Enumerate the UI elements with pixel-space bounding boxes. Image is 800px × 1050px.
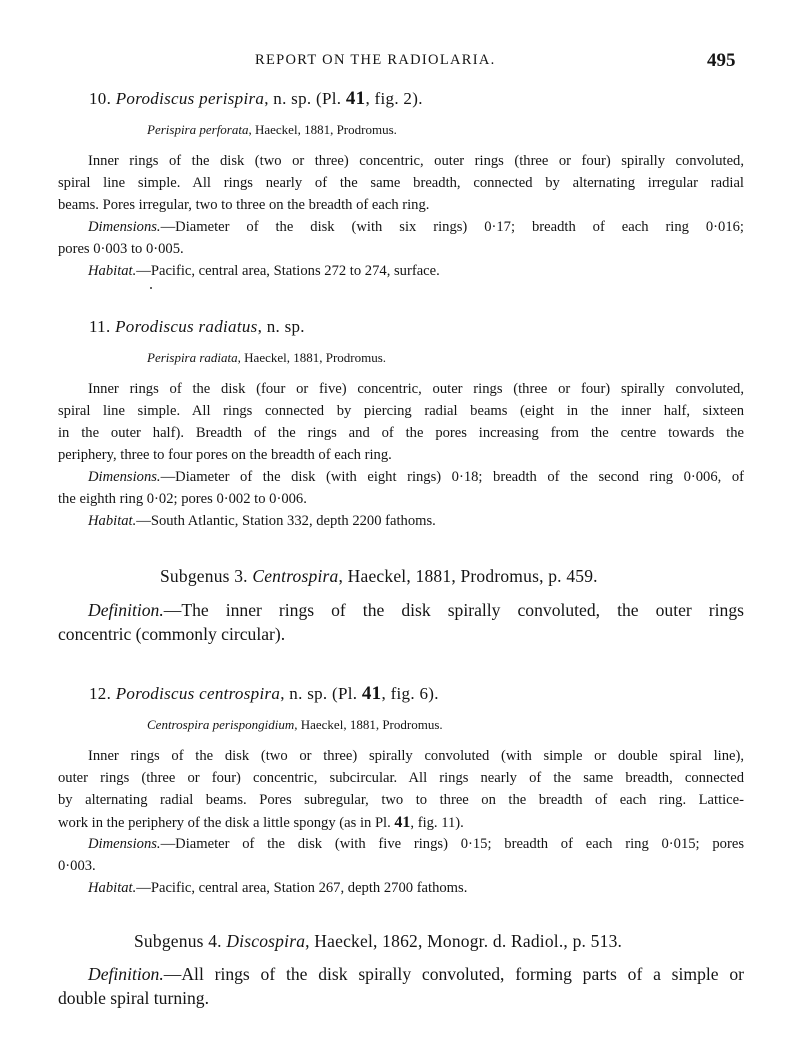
- subgenus-3-definition-line-1: Definition.—The inner rings of the disk spirally convoluted, the outer rings: [88, 600, 744, 620]
- habitat-10: Habitat.—Pacific, central area, Stations 272 to 274, surface.: [88, 263, 440, 279]
- subgenus-4-heading: Subgenus 4. Discospira, Haeckel, 1862, Monogr. d. Radiol., p. 513.: [134, 931, 623, 951]
- dimensions-10-line-1: Dimensions.—Diameter of the disk (with six rings) 0·17; breadth of each ring 0·016;: [88, 219, 744, 235]
- species-name: Porodiscus centrospira: [115, 684, 281, 703]
- desc-10-line-1: Inner rings of the disk (two or three) concentric, outer rings (three or four) spirally convoluted,: [88, 153, 744, 169]
- subgenus-4-definition-line-2: double spiral turning.: [58, 988, 209, 1008]
- plate-number: 41: [361, 683, 382, 704]
- desc-11-line-2: spiral line simple. All rings connected by piercing radial beams (eight in the inner half, sixteen: [58, 403, 744, 419]
- species-title-12: 12. Porodiscus centrospira, n. sp. (Pl. 41, fig. 6).: [89, 683, 439, 704]
- subgenus-3-definition-line-2: concentric (commonly circular).: [58, 624, 286, 644]
- habitat-11: Habitat.—South Atlantic, Station 332, depth 2200 fathoms.: [88, 513, 436, 529]
- plate-number: 41: [345, 88, 366, 109]
- desc-12-line-4: work in the periphery of the disk a little spongy (as in Pl. 41, fig. 11).: [58, 814, 464, 831]
- desc-10-line-2: spiral line simple. All rings nearly of the same breadth, connected by alternating irregular radial: [58, 175, 744, 191]
- desc-10-line-3: beams. Pores irregular, two to three on the breadth of each ring.: [58, 197, 430, 213]
- species-title-11: 11. Porodiscus radiatus, n. sp.: [89, 317, 305, 336]
- species-name: Porodiscus radiatus: [115, 317, 258, 336]
- dimensions-12-line-2: 0·003.: [58, 858, 96, 874]
- subgenus-3-heading: Subgenus 3. Centrospira, Haeckel, 1881, Prodromus, p. 459.: [160, 566, 598, 586]
- desc-11-line-1: Inner rings of the disk (four or five) concentric, outer rings (three or four) spirally convoluted,: [88, 381, 744, 397]
- dimensions-12-line-1: Dimensions.—Diameter of the disk (with five rings) 0·15; breadth of each ring 0·015; pores: [88, 836, 744, 852]
- synonym-11: Perispira radiata, Haeckel, 1881, Prodromus.: [147, 350, 387, 365]
- dimensions-11-line-2: the eighth ring 0·02; pores 0·002 to 0·006.: [58, 491, 307, 507]
- desc-12-line-2: outer rings (three or four) concentric, subcircular. All rings nearly of the same breadth, connected: [58, 770, 744, 786]
- species-name: Porodiscus perispira: [115, 89, 265, 108]
- synonym-12: Centrospira perispongidium, Haeckel, 1881, Prodromus.: [147, 717, 443, 732]
- plate-number: 41: [394, 814, 411, 831]
- species-title-10: 10. Porodiscus perispira, n. sp. (Pl. 41, fig. 2).: [89, 88, 423, 109]
- ink-speck: [150, 287, 152, 289]
- habitat-12: Habitat.—Pacific, central area, Station 267, depth 2700 fathoms.: [88, 880, 468, 896]
- desc-11-line-4: periphery, three to four pores on the breadth of each ring.: [58, 447, 392, 463]
- subgenus-4-definition-line-1: Definition.—All rings of the disk spirally convoluted, forming parts of a simple or: [88, 964, 744, 984]
- running-title: REPORT ON THE RADIOLARIA.: [255, 52, 496, 68]
- page-number: 495: [707, 50, 736, 71]
- synonym-10: Perispira perforata, Haeckel, 1881, Prodromus.: [147, 122, 397, 137]
- dimensions-11-line-1: Dimensions.—Diameter of the disk (with eight rings) 0·18; breadth of the second ring 0·006, of: [88, 469, 744, 485]
- desc-12-line-3: by alternating radial beams. Pores subregular, two to three on the breadth of each ring. Lattice-: [58, 792, 744, 808]
- dimensions-10-line-2: pores 0·003 to 0·005.: [58, 241, 184, 257]
- desc-12-line-1: Inner rings of the disk (two or three) spirally convoluted (with simple or double spiral line),: [88, 748, 744, 764]
- desc-11-line-3: in the outer half). Breadth of the rings and of the pores increasing from the centre towards the: [58, 425, 744, 441]
